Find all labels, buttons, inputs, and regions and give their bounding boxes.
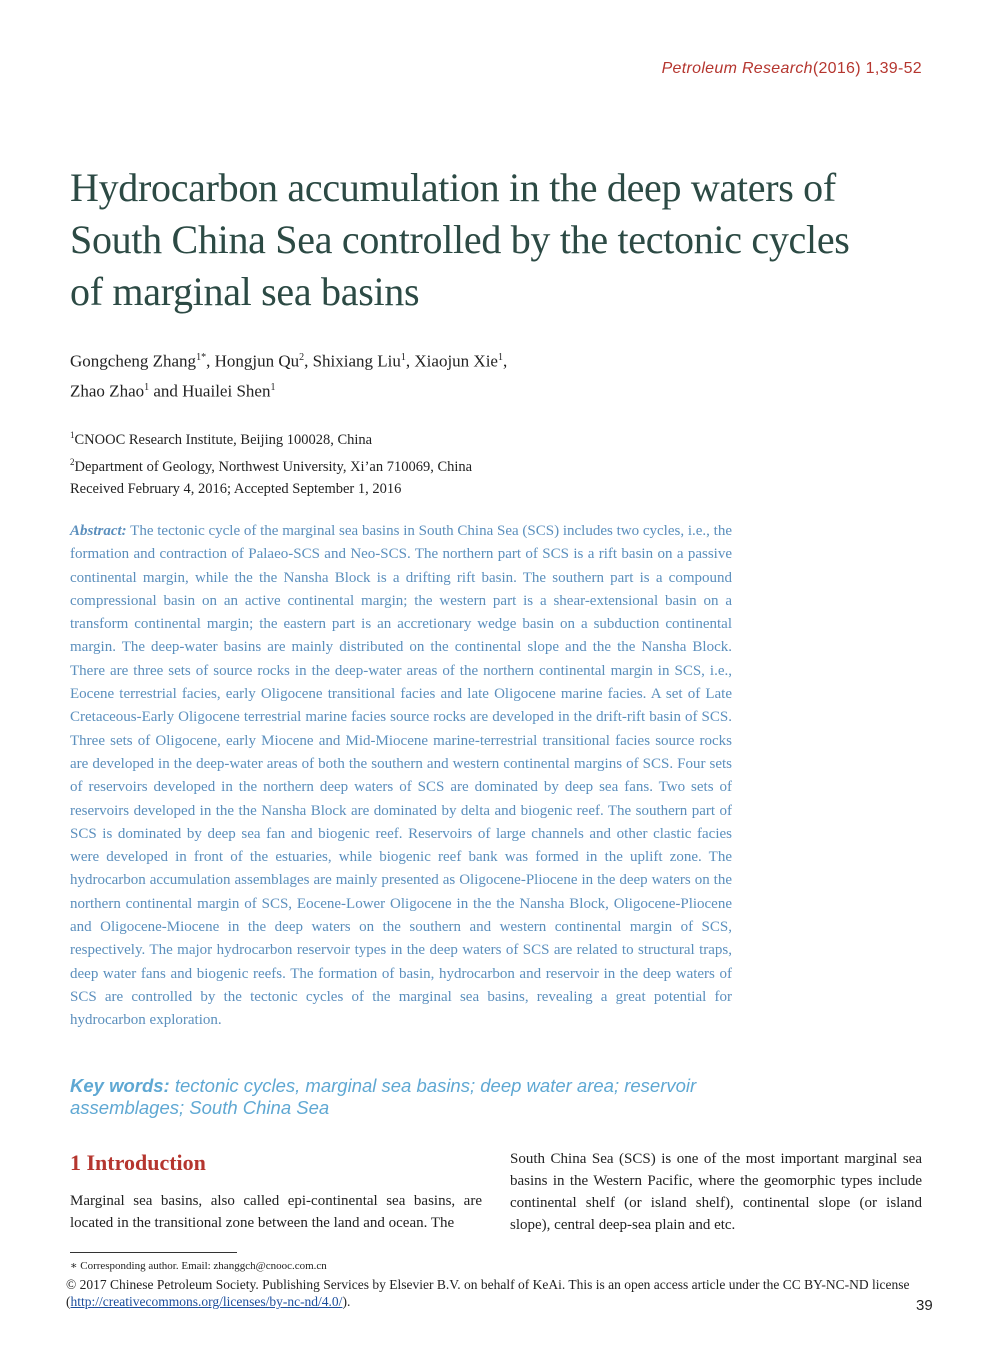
- affiliation-item: [70, 451, 472, 478]
- author-affiliation-mark: 1*: [196, 352, 207, 363]
- affiliation-item: [70, 424, 472, 451]
- author-affiliation-mark: 2: [299, 352, 305, 363]
- author-separator: ,: [502, 351, 508, 371]
- license-link[interactable]: http://creativecommons.org/licenses/by-nc-nd/4.0/: [70, 1294, 343, 1309]
- journal-volume-pages: (2016) 1,39-52: [812, 60, 922, 77]
- license-paren-close: ).: [342, 1294, 351, 1309]
- author-affiliation-mark: 1: [144, 381, 150, 393]
- intro-left-column-text: Marginal sea basins, also called epi-continental sea basins, are located in the transitional zone between the land and ocean. The: [70, 1193, 482, 1231]
- keywords: [70, 1075, 750, 1119]
- author-name: Shixiang Liu: [312, 351, 401, 371]
- journal-citation: [662, 60, 922, 78]
- author-separator: ,: [304, 351, 313, 371]
- author-affiliation-mark: 1: [270, 381, 276, 393]
- corresponding-author-footnote: ∗ Corresponding author. Email: zhanggch@cnooc.com.cn: [70, 1260, 327, 1272]
- author-list: [70, 345, 770, 404]
- affiliation-number: 1: [70, 430, 75, 440]
- author-name: Gongcheng Zhang: [70, 351, 197, 371]
- article-title: Hydrocarbon accumulation in the deep waters of South China Sea controlled by the tectonic cycles of marginal sea basins: [70, 165, 850, 314]
- section-heading-introduction: 1 Introduction: [70, 1150, 206, 1175]
- author-affiliation-mark: 1: [400, 352, 406, 363]
- author-separator: ,: [206, 351, 215, 371]
- license-paren-open: (: [66, 1294, 71, 1309]
- keywords-text: tectonic cycles, marginal sea basins; deep water area; reservoir assemblages; South China Sea: [70, 1075, 697, 1118]
- affiliation-number: 2: [70, 456, 75, 467]
- author-name: Hongjun Qu: [214, 351, 300, 371]
- affiliation-text: CNOOC Research Institute, Beijing 100028, China: [74, 431, 373, 448]
- page-number: 39: [916, 1297, 933, 1314]
- abstract-label: Abstract:: [70, 523, 127, 539]
- author-name: Xiaojun Xie: [414, 351, 498, 371]
- author-name: Huailei Shen: [182, 381, 271, 401]
- journal-name: Petroleum Research: [661, 60, 813, 77]
- keywords-label: Key words:: [70, 1075, 170, 1096]
- license-statement: [66, 1276, 966, 1310]
- author-affiliation-mark: 1: [497, 352, 503, 363]
- intro-right-column-text: South China Sea (SCS) is one of the most important marginal sea basins in the Western Pacific, where the geomorphic types include continental shelf (or island shelf), continental slope (or island slope), central deep-sea plain and etc.: [510, 1151, 922, 1233]
- abstract: [70, 520, 732, 1033]
- author-separator: ,: [405, 351, 415, 371]
- license-text: © 2017 Chinese Petroleum Society. Publishing Services by Elsevier B.V. on behalf of KeAi. This is an open access article under the CC BY-NC-ND license: [66, 1277, 910, 1292]
- affiliation-text: Department of Geology, Northwest University, Xi’an 710069, China: [74, 458, 473, 475]
- abstract-text: The tectonic cycle of the marginal sea basins in South China Sea (SCS) includes two cycles, i.e., the formation and contraction of Palaeo-SCS and Neo-SCS. The northern part of SCS is a rift basin on a passive continental margin, while the the Nansha Block is a drifting rift basin. The southern part is a compound compressional basin on an active continental margin; the western part is a shear-extensional basin on a transform continental margin; the eastern part is an accretionary wedge basin on a subduction continental margin. The deep-water basins are mainly distributed on the continental slope and the the Nansha Block. There are three sets of source rocks in the deep-water areas of the northern continental margin in SCS, i.e., Eocene terrestrial facies, early Oligocene transitional facies and late Oligocene marine facies. A set of Late Cretaceous-Early Oligocene terrestrial marine facies source rocks are developed in the drift-rift basin of SCS. Three sets of Oligocene, early Miocene and Mid-Miocene marine-terrestrial transitional facies source rocks are developed in the deep-water areas of both the southern and western continental margins of SCS. Four sets of reservoirs developed in the northern deep waters of SCS are dominated by deep sea fans. Two sets of reservoirs developed in the the Nansha Block are dominated by delta and biogenic reef. The southern part of SCS is dominated by deep sea fan and biogenic reef. Reservoirs of large channels and other clastic facies were developed in front of the estuaries, while biogenic reef bank was formed in the uplift zone. The hydrocarbon accumulation assemblages are mainly presented as Oligocene-Pliocene in the deep waters on the northern continental margin of SCS, Eocene-Lower Oligocene in the the Nansha Block, Oligocene-Pliocene and Oligocene-Miocene in the deep waters on the southern and western continental margin of SCS, respectively. The major hydrocarbon reservoir types in the deep waters of SCS are related to structural traps, deep water fans and biogenic reefs. The formation of basin, hydrocarbon and reservoir in the deep waters of SCS are controlled by the tectonic cycles of the marginal sea basins, revealing a great potential for hydrocarbon exploration.: [70, 523, 732, 1029]
- received-accepted-dates: Received February 4, 2016; Accepted September 1, 2016: [70, 480, 402, 497]
- author-name: Zhao Zhao: [70, 381, 145, 401]
- affiliations: [70, 424, 472, 500]
- author-separator: and: [149, 381, 183, 401]
- footnote-divider: [70, 1252, 237, 1253]
